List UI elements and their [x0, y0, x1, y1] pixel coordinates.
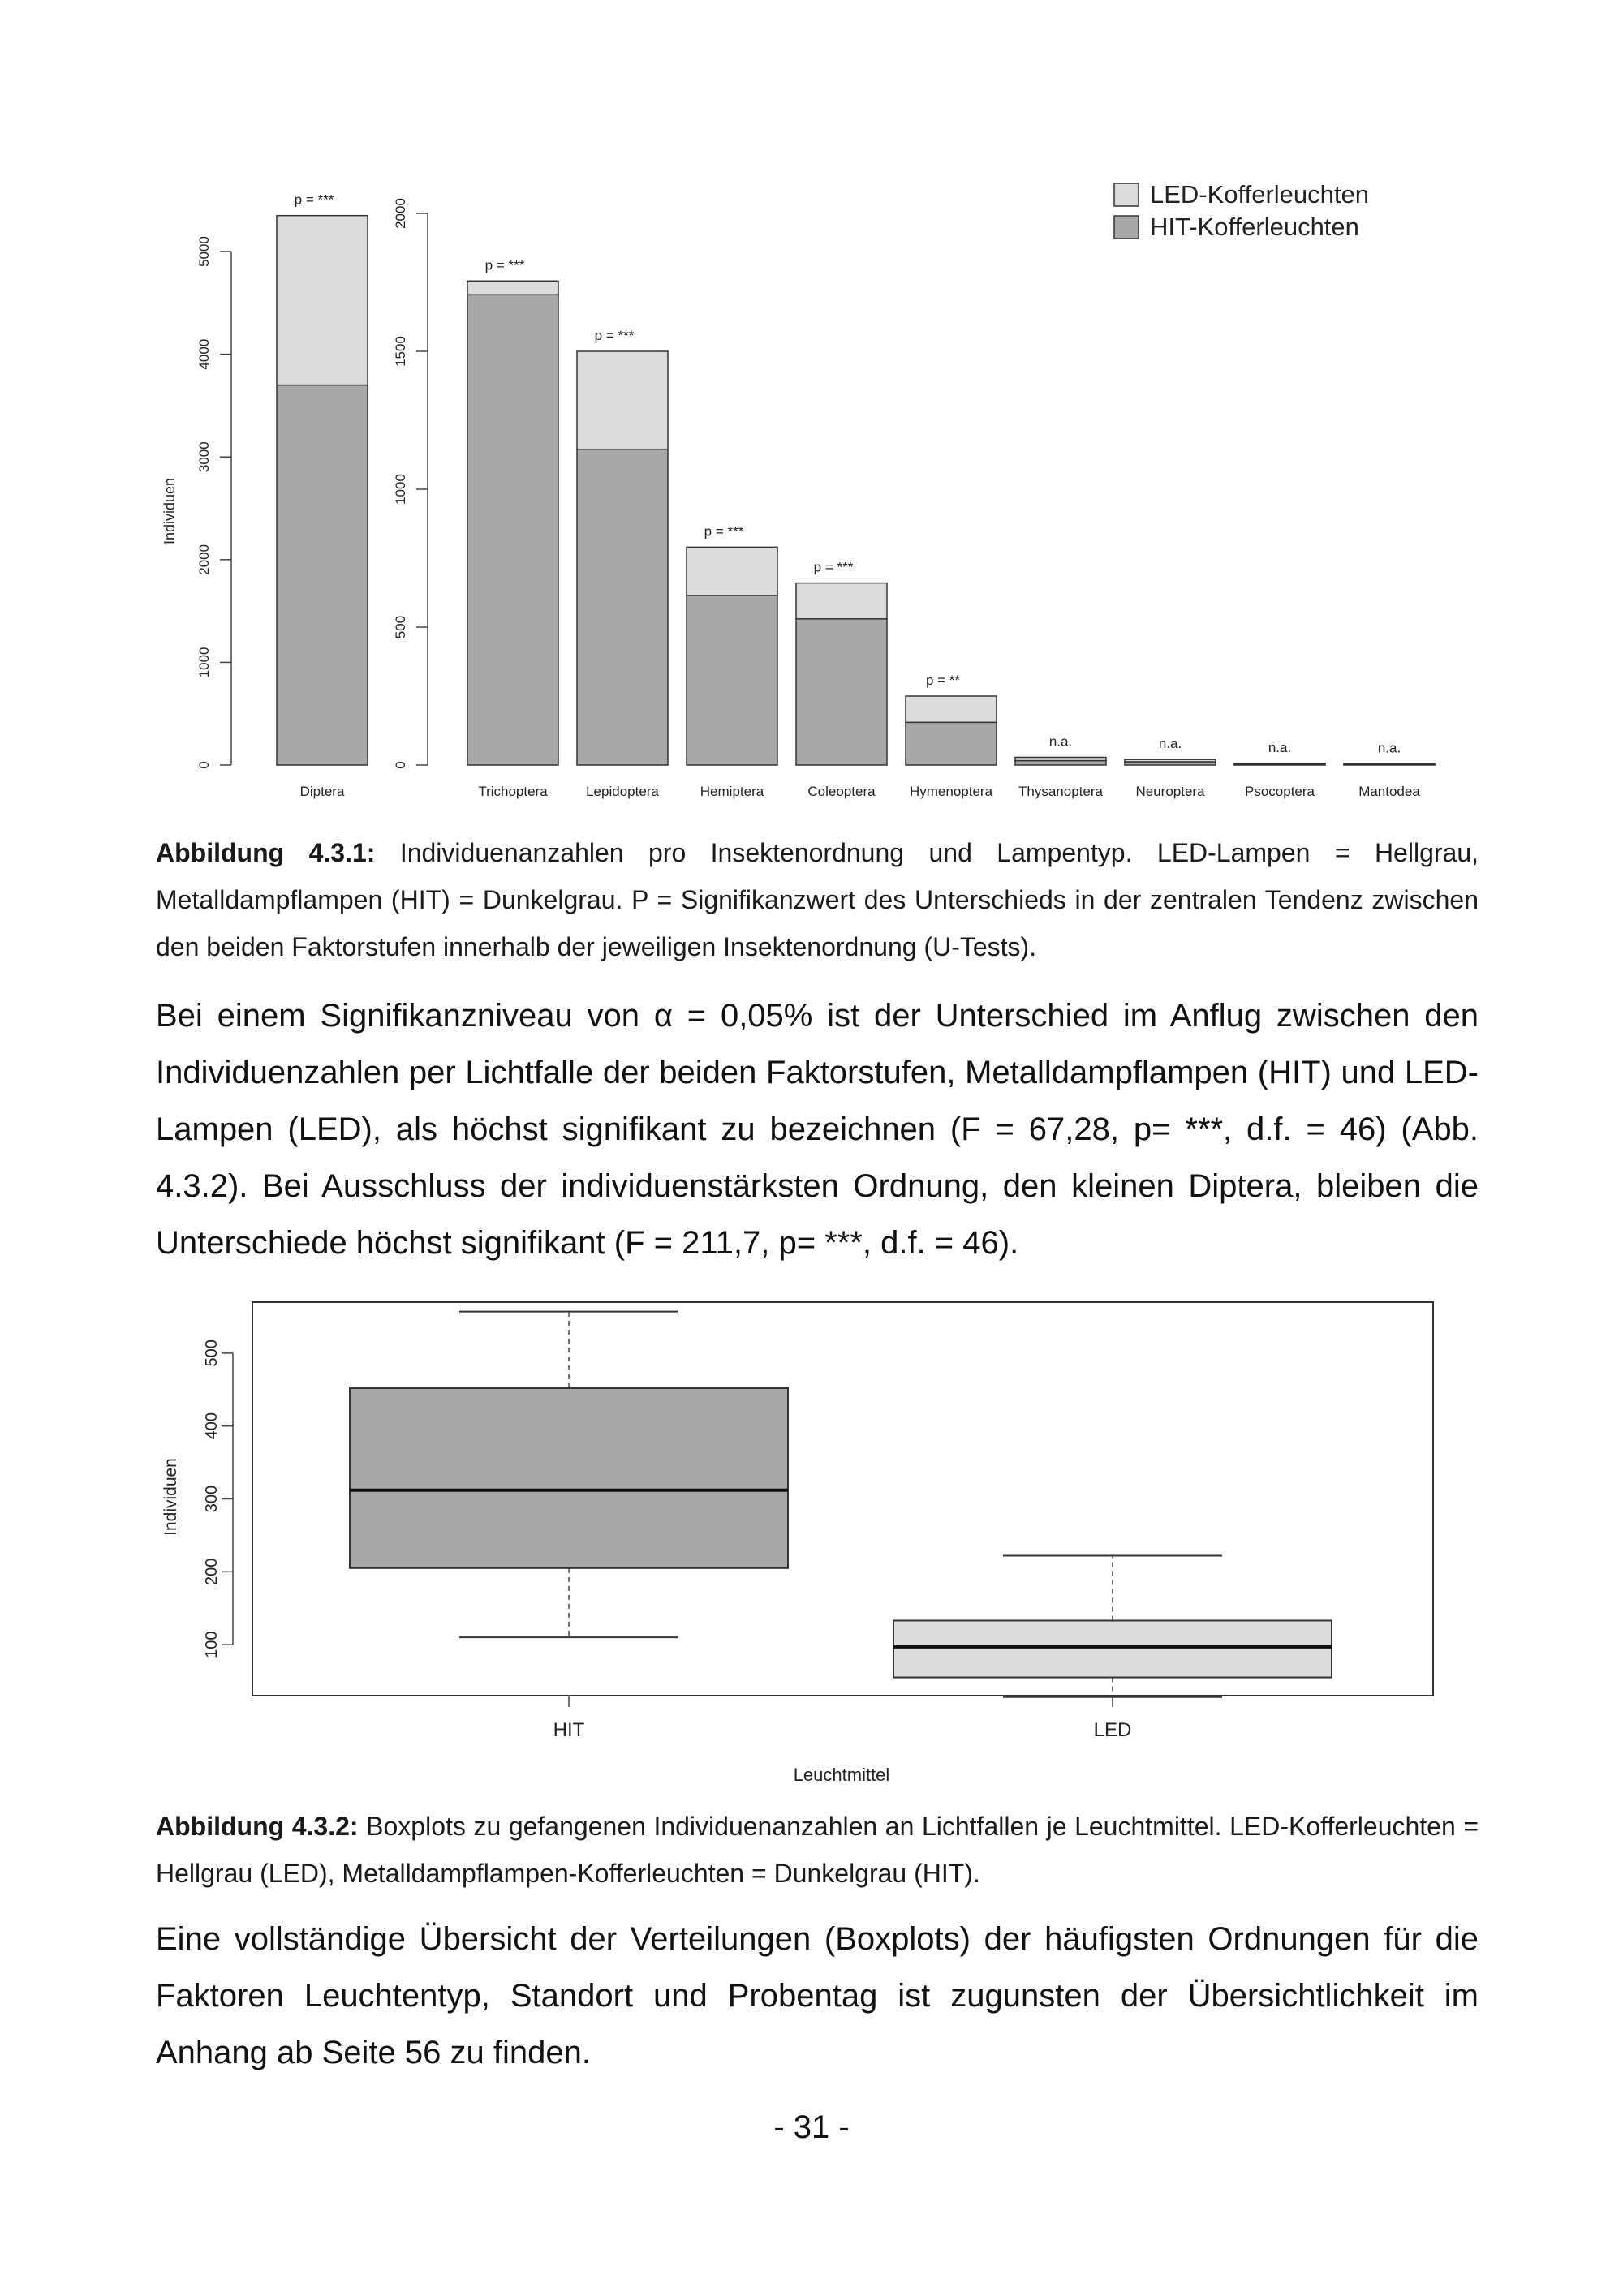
bar-hit-hymenoptera: [906, 722, 997, 765]
box-hit: [350, 1388, 788, 1568]
left-axis-tick-label: 3000: [196, 441, 212, 473]
right-axis-tick-label: 1500: [393, 336, 408, 367]
category-label: Psocoptera: [1245, 784, 1315, 799]
left-axis-tick-label: 5000: [196, 236, 212, 267]
y-axis-label: Individuen: [161, 477, 178, 545]
legend-label: LED-Kofferleuchten: [1150, 180, 1369, 209]
significance-label: n.a.: [1268, 739, 1292, 755]
significance-label: p = ***: [484, 257, 525, 273]
significance-label: p = ***: [294, 191, 334, 208]
paragraph-significance: Bei einem Signifikanzniveau von α = 0,05% ist der Unterschied im Anflug zwischen den Individuenzahlen per Lichtfalle der beiden Faktorstufen, Metalldampflampen (HIT) und LED-Lampen (LED), als höchst signifikant zu bezeichnen (F = 67,28, p= ***, d.f. = 46) (Abb. 4.3.2). Bei Ausschluss der individuenstärksten Ordnung, den kleinen Diptera, bleiben die Unterschiede höchst signifikant (F = 211,7, p= ***, d.f. = 46).: [156, 998, 1479, 1261]
bar-led-mantodea: [1344, 764, 1435, 765]
left-axis-tick-label: 2000: [196, 544, 212, 575]
bar-hit-trichoptera: [467, 295, 558, 765]
right-axis-tick-label: 500: [393, 615, 408, 639]
x-axis-label: Leuchtmittel: [793, 1765, 890, 1785]
category-label: Hymenoptera: [909, 784, 993, 799]
bar-led-thysanoptera: [1015, 757, 1106, 760]
caption-text: Individuenanzahlen pro Insektenordnung und Lampentyp. LED-Lampen = Hellgrau, Metalldampflampen (HIT) = Dunkelgrau. P = Signifikanzwert des Unterschieds in der zentralen Tendenz zwischen den beiden Faktorstufen innerhalb der jeweiligen Insektenordnung (U-Tests).: [156, 838, 1479, 961]
x-axis-tick-label: HIT: [553, 1719, 585, 1741]
bar-led-diptera: [277, 216, 368, 385]
right-axis-tick-label: 1000: [393, 474, 408, 505]
bar-hit-thysanoptera: [1015, 761, 1106, 765]
category-label: Thysanoptera: [1018, 784, 1103, 799]
significance-label: p = **: [925, 673, 961, 688]
caption-label: Abbildung 4.3.2:: [156, 1812, 359, 1841]
left-axis-tick-label: 0: [196, 761, 212, 769]
category-label: Coleoptera: [807, 784, 876, 799]
bar-hit-hemiptera: [687, 595, 777, 765]
right-axis-tick-label: 2000: [393, 198, 408, 229]
category-label: Diptera: [299, 784, 345, 799]
significance-label: n.a.: [1158, 736, 1182, 752]
legend-swatch: [1114, 183, 1139, 206]
bar-hit-coleoptera: [796, 619, 887, 765]
left-axis-tick-label: 4000: [196, 338, 212, 370]
figure-4-3-1-bar-chart: [150, 138, 1465, 811]
significance-label: p = ***: [594, 328, 635, 343]
caption-text: Boxplots zu gefangenen Individuenanzahlen an Lichtfallen je Leuchtmittel. LED-Kofferleuchten = Hellgrau (LED), Metalldampflampen-Kofferleuchten = Dunkelgrau (HIT).: [156, 1812, 1479, 1888]
caption-figure-4-3-1: [156, 829, 1479, 970]
y-axis-tick-label: 500: [203, 1339, 221, 1367]
significance-label: n.a.: [1048, 733, 1073, 750]
category-label: Neuroptera: [1135, 784, 1205, 799]
y-axis-tick-label: 400: [203, 1412, 221, 1440]
y-axis-tick-label: 300: [203, 1485, 221, 1513]
bar-hit-diptera: [277, 385, 368, 765]
bar-led-hemiptera: [687, 547, 777, 595]
bar-led-hymenoptera: [906, 696, 997, 722]
paragraph-appendix-reference: Eine vollständige Übersicht der Verteilungen (Boxplots) der häufigsten Ordnungen für die Faktoren Leuchtentyp, Standort und Probentag ist zugunsten der Übersichtlichkeit im Anhang ab Seite 56 zu finden.: [156, 1921, 1479, 2070]
bar-led-coleoptera: [796, 583, 887, 619]
category-label: Trichoptera: [478, 784, 548, 799]
bar-led-lepidoptera: [577, 351, 668, 449]
y-axis-tick-label: 100: [203, 1631, 221, 1658]
significance-label: n.a.: [1377, 740, 1401, 756]
significance-label: p = ***: [813, 559, 854, 575]
figure-4-3-2-boxplot: [150, 1278, 1465, 1797]
significance-label: p = ***: [704, 523, 744, 540]
legend-label: HIT-Kofferleuchten: [1150, 213, 1359, 241]
left-axis-tick-label: 1000: [196, 647, 212, 678]
bar-led-psocoptera: [1234, 763, 1325, 764]
caption-label: Abbildung 4.3.1:: [156, 838, 376, 867]
category-label: Hemiptera: [700, 784, 764, 799]
x-axis-tick-label: LED: [1093, 1719, 1132, 1741]
box-led: [893, 1620, 1332, 1677]
right-axis-tick-label: 0: [393, 761, 408, 769]
y-axis-tick-label: 200: [203, 1558, 221, 1586]
y-axis-label: Individuen: [161, 1458, 180, 1536]
caption-figure-4-3-2: [156, 1803, 1479, 1897]
category-label: Lepidoptera: [586, 784, 659, 799]
legend-swatch: [1114, 216, 1139, 239]
category-label: Mantodea: [1358, 784, 1420, 799]
page-number: - 31 -: [773, 2109, 850, 2145]
bar-led-trichoptera: [467, 281, 558, 295]
bar-hit-lepidoptera: [577, 449, 668, 765]
bar-led-neuroptera: [1125, 759, 1216, 762]
